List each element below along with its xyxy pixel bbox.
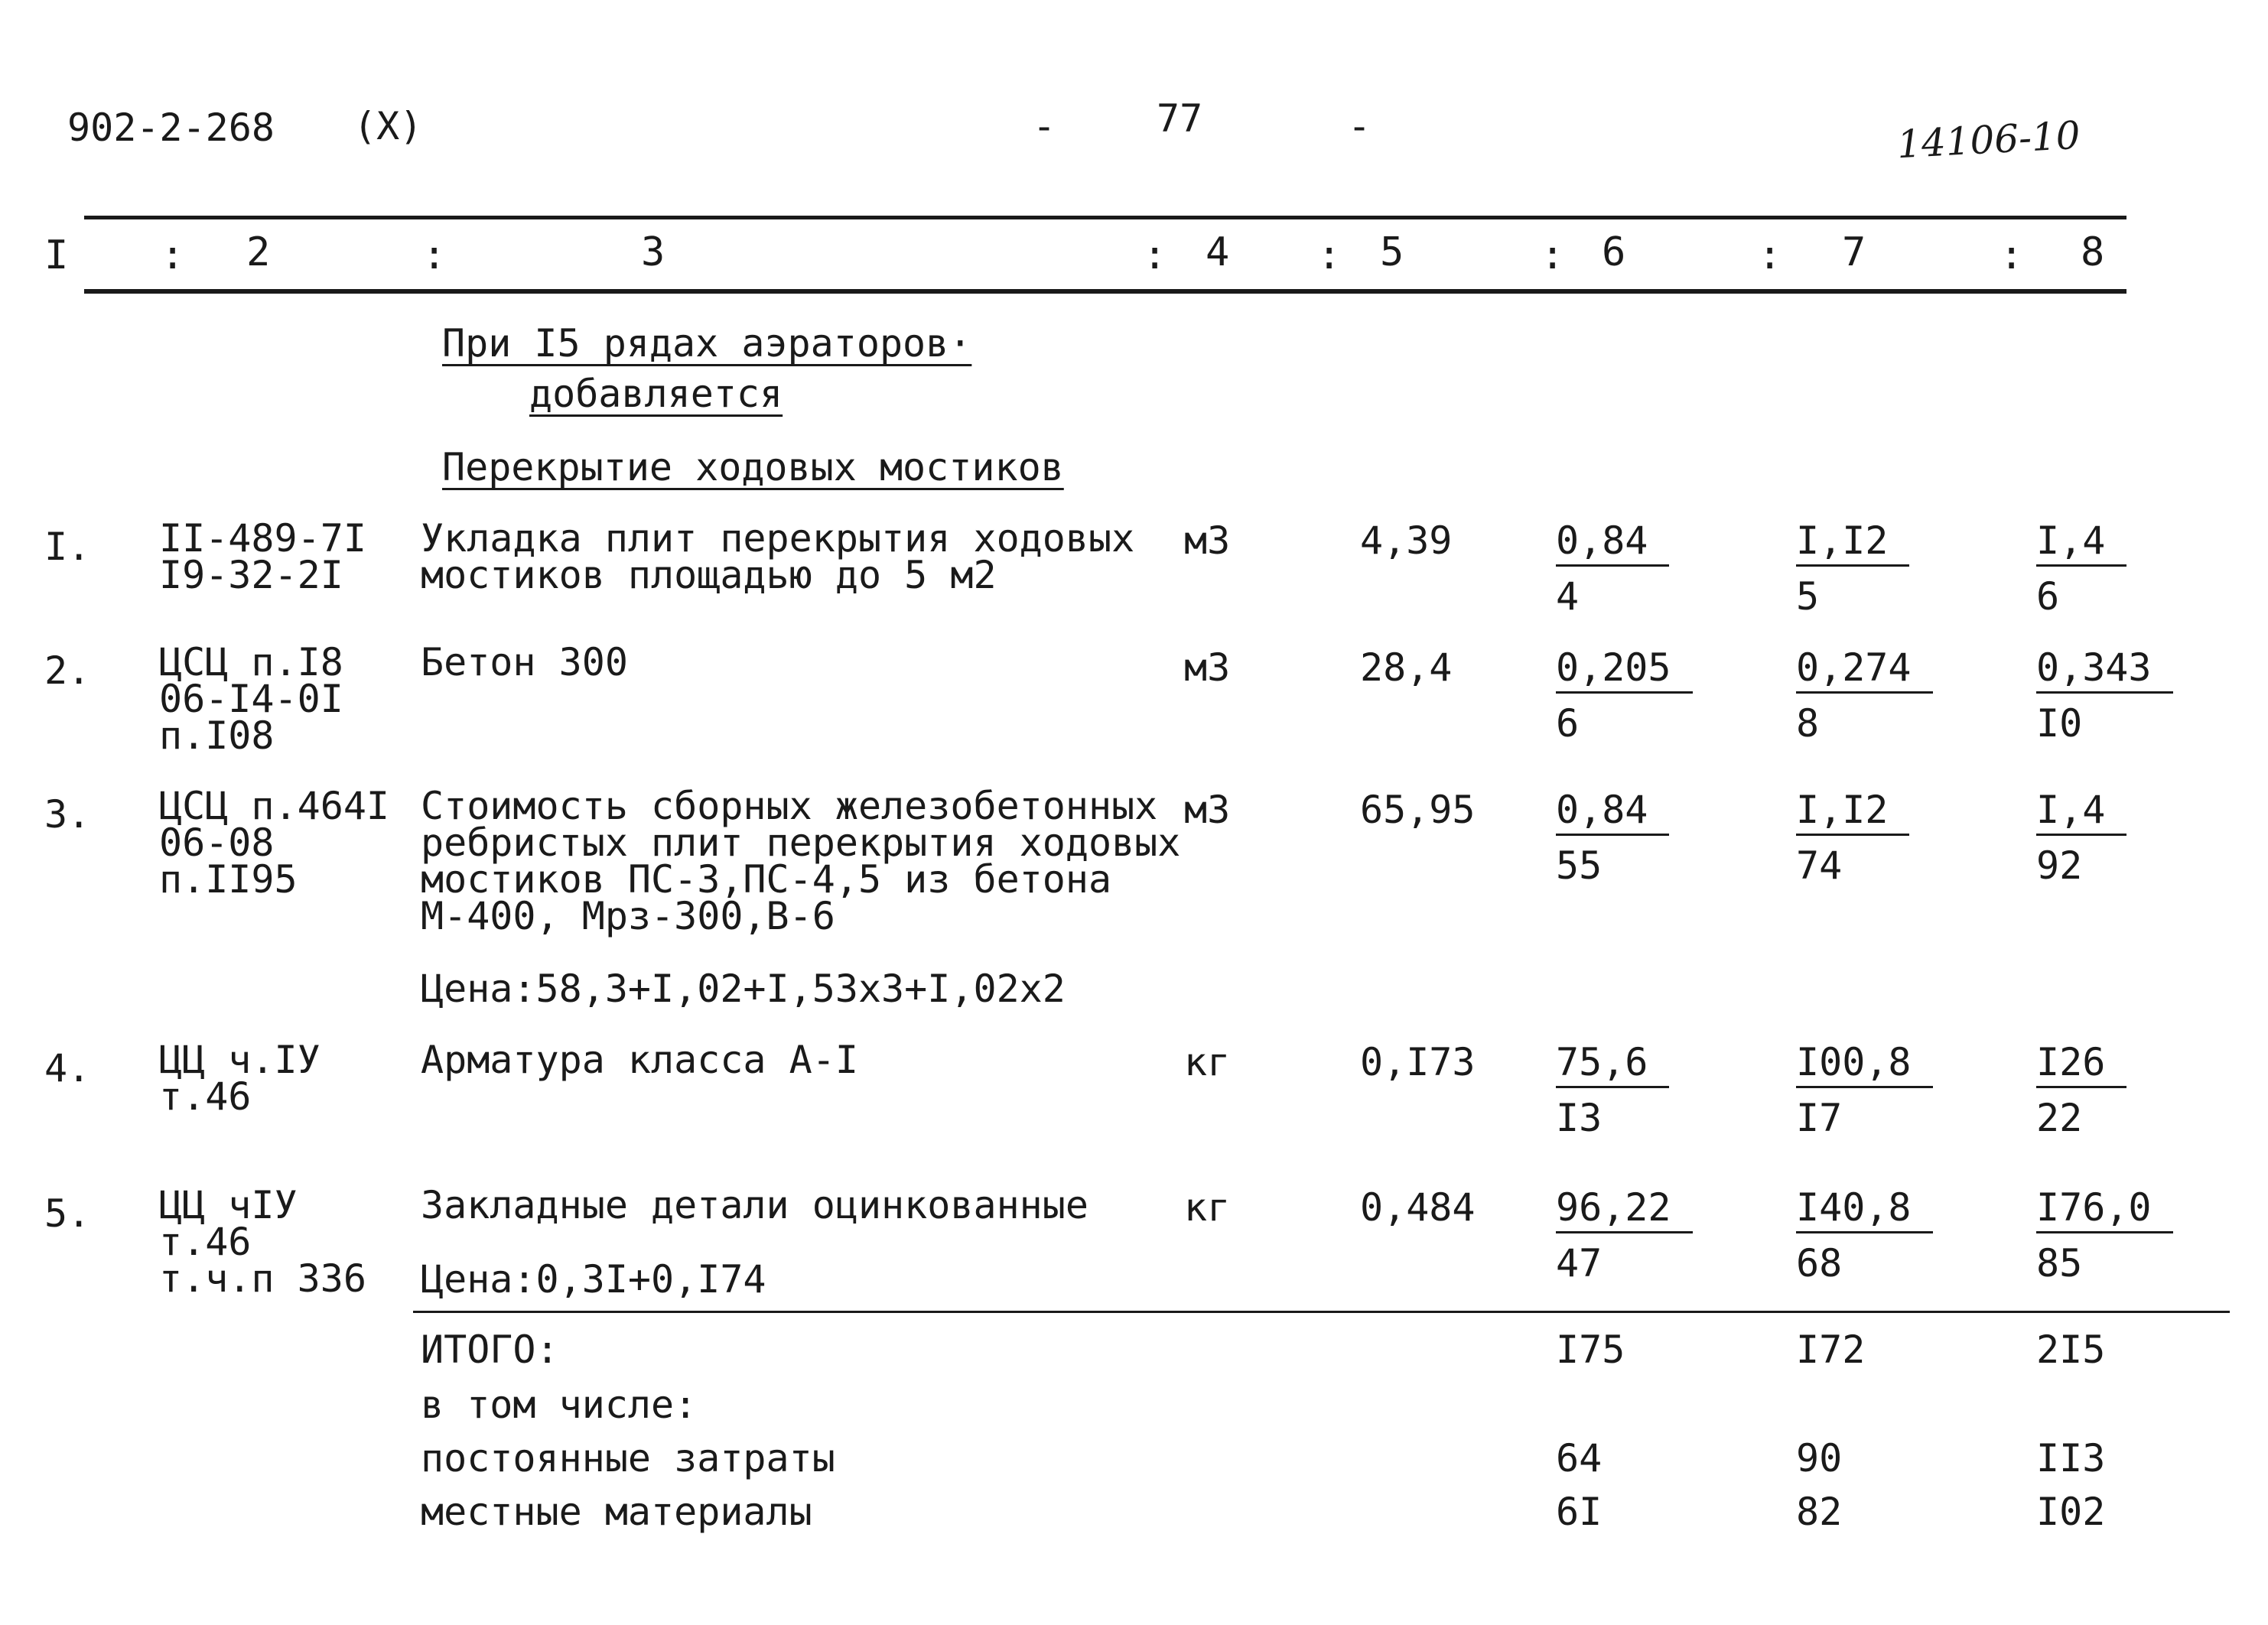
column-header-8: 8 (2081, 229, 2105, 275)
page-number: 77 (1157, 96, 1203, 141)
row-2-number: 2. (44, 648, 91, 693)
section-title: Перекрытие ходовых мостиков (442, 445, 1064, 489)
row-5-description: Закладные детали оцинкованные (421, 1183, 1088, 1227)
row-4-description: Арматура класса А-I (421, 1038, 858, 1082)
row-1-description: Укладка плит перекрытия ходовых мостиков площадью до 5 м2 (421, 516, 1135, 597)
column-header-6: 6 (1602, 229, 1626, 275)
row-3-description: Стоимость сборных железобетонных ребристых плит перекрытия ходовых мостиков ПС-3,ПС-4,5 из бетона М-400, Мрз-300,В-6 (421, 784, 1181, 938)
row-1-reference: II-489-7I I9-32-2I (159, 516, 366, 597)
row-4-quantity: 0,I73 (1360, 1040, 1476, 1084)
row-2-col7-bottom: 8 (1796, 701, 1820, 746)
row-3-col8-bottom: 92 (2036, 843, 2083, 888)
row-1-col7-bottom: 5 (1796, 574, 1820, 619)
column-separator: : (2000, 232, 2024, 278)
column-header-3: 3 (641, 229, 665, 275)
row-5-reference: ЦЦ чIУ т.46 т.ч.п 336 (159, 1183, 366, 1301)
row-5-col7-bottom: 68 (1796, 1241, 1843, 1285)
row-2-col8 (2036, 645, 2173, 746)
column-header-7: 7 (1842, 229, 1866, 275)
column-header-1: I (44, 232, 69, 278)
row-4-reference: ЦЦ ч.IУ т.46 (159, 1038, 321, 1119)
fixed-costs-label: постоянные затраты (421, 1436, 835, 1480)
row-3-price: Цена:58,3+I,02+I,53х3+I,02х2 (421, 967, 1066, 1011)
row-2-reference: ЦСЦ п.I8 06-I4-0I п.I08 (159, 640, 343, 758)
row-5-unit: кг (1184, 1185, 1231, 1230)
archive-number: 14106-10 (1895, 112, 2081, 167)
column-separator: : (1317, 232, 1342, 278)
row-3-col6-bottom: 55 (1556, 843, 1603, 888)
row-4-col8 (2036, 1040, 2126, 1140)
column-header-2: 2 (246, 229, 271, 275)
row-5-price: Цена:0,3I+0,I74 (421, 1257, 766, 1302)
header-bottom-rule (84, 289, 2126, 294)
local-materials-col6: 6I (1556, 1490, 1603, 1534)
local-materials-label: местные материалы (421, 1490, 812, 1534)
column-separator: : (1541, 232, 1565, 278)
row-1-col8-top: I,4 (2036, 522, 2126, 567)
row-1-col7-top: I,I2 (1796, 522, 1909, 567)
row-2-col8-top: 0,343 (2036, 648, 2173, 694)
row-3-col8 (2036, 788, 2126, 888)
column-separator: : (422, 232, 447, 278)
row-5-col7-top: I40,8 (1796, 1188, 1933, 1233)
row-4-unit: кг (1184, 1040, 1231, 1084)
row-5-number: 5. (44, 1191, 91, 1236)
row-1-unit: м3 (1184, 518, 1231, 563)
row-3-col7-top: I,I2 (1796, 791, 1909, 836)
header-top-rule (84, 216, 2126, 219)
totals-col6: I75 (1556, 1328, 1625, 1372)
row-2-col8-bottom: I0 (2036, 701, 2083, 746)
fixed-costs-col8: II3 (2036, 1436, 2106, 1480)
column-separator: : (1758, 232, 1782, 278)
row-4-col7-bottom: I7 (1796, 1096, 1843, 1140)
row-5-col8-bottom: 85 (2036, 1241, 2083, 1285)
totals-col7: I72 (1796, 1328, 1866, 1372)
row-5-col6 (1556, 1185, 1693, 1285)
row-4-number: 4. (44, 1046, 91, 1090)
row-2-col6-top: 0,205 (1556, 648, 1693, 694)
row-3-col7-bottom: 74 (1796, 843, 1843, 888)
row-1-col8-bottom: 6 (2036, 574, 2060, 619)
totals-including-label: в том числе: (421, 1383, 698, 1427)
row-2-unit: м3 (1184, 645, 1231, 690)
column-separator: : (161, 232, 185, 278)
row-3-col8-top: I,4 (2036, 791, 2126, 836)
row-3-reference: ЦСЦ п.464I 06-08 п.II95 (159, 784, 390, 902)
row-2-quantity: 28,4 (1360, 645, 1453, 690)
row-3-col6 (1556, 788, 1669, 888)
row-1-quantity: 4,39 (1360, 518, 1453, 563)
row-4-col6-top: 75,6 (1556, 1043, 1669, 1088)
row-1-col6 (1556, 518, 1669, 619)
row-3-col6-top: 0,84 (1556, 791, 1669, 836)
row-5-col8-top: I76,0 (2036, 1188, 2173, 1233)
row-2-col6 (1556, 645, 1693, 746)
local-materials-col7: 82 (1796, 1490, 1843, 1534)
row-2-col7 (1796, 645, 1933, 746)
section-line-1: При I5 рядах аэраторов· (442, 321, 972, 366)
row-2-col6-bottom: 6 (1556, 701, 1580, 746)
row-1-col6-bottom: 4 (1556, 574, 1580, 619)
column-header-5: 5 (1380, 229, 1404, 275)
row-5-col6-bottom: 47 (1556, 1241, 1603, 1285)
column-header-4: 4 (1206, 229, 1230, 275)
section-line-2: добавляется (529, 372, 783, 416)
row-4-col8-bottom: 22 (2036, 1096, 2083, 1140)
document-code: 902-2-268 (67, 106, 275, 150)
row-3-quantity: 65,95 (1360, 788, 1476, 832)
column-separator: : (1143, 232, 1167, 278)
row-5-col6-top: 96,22 (1556, 1188, 1693, 1233)
page-dash-left: - (1033, 104, 1056, 148)
totals-rule (413, 1311, 2230, 1313)
row-5-col7 (1796, 1185, 1933, 1285)
row-3-unit: м3 (1184, 788, 1231, 832)
row-4-col6 (1556, 1040, 1669, 1140)
row-1-col7 (1796, 518, 1909, 619)
page-dash-right: - (1348, 104, 1372, 148)
row-1-col8 (2036, 518, 2126, 619)
fixed-costs-col6: 64 (1556, 1436, 1603, 1480)
row-3-col7 (1796, 788, 1909, 888)
row-5-col8 (2036, 1185, 2173, 1285)
row-2-col7-top: 0,274 (1796, 648, 1933, 694)
document-variant: (X) (353, 104, 423, 148)
fixed-costs-col7: 90 (1796, 1436, 1843, 1480)
local-materials-col8: I02 (2036, 1490, 2106, 1534)
row-2-description: Бетон 300 (421, 640, 628, 684)
row-1-col6-top: 0,84 (1556, 522, 1669, 567)
row-4-col6-bottom: I3 (1556, 1096, 1603, 1140)
row-4-col8-top: I26 (2036, 1043, 2126, 1088)
totals-col8: 2I5 (2036, 1328, 2106, 1372)
totals-label: ИТОГО: (421, 1328, 559, 1372)
row-3-number: 3. (44, 792, 91, 837)
row-5-quantity: 0,484 (1360, 1185, 1476, 1230)
row-1-number: I. (44, 525, 91, 569)
row-4-col7 (1796, 1040, 1933, 1140)
row-4-col7-top: I00,8 (1796, 1043, 1933, 1088)
